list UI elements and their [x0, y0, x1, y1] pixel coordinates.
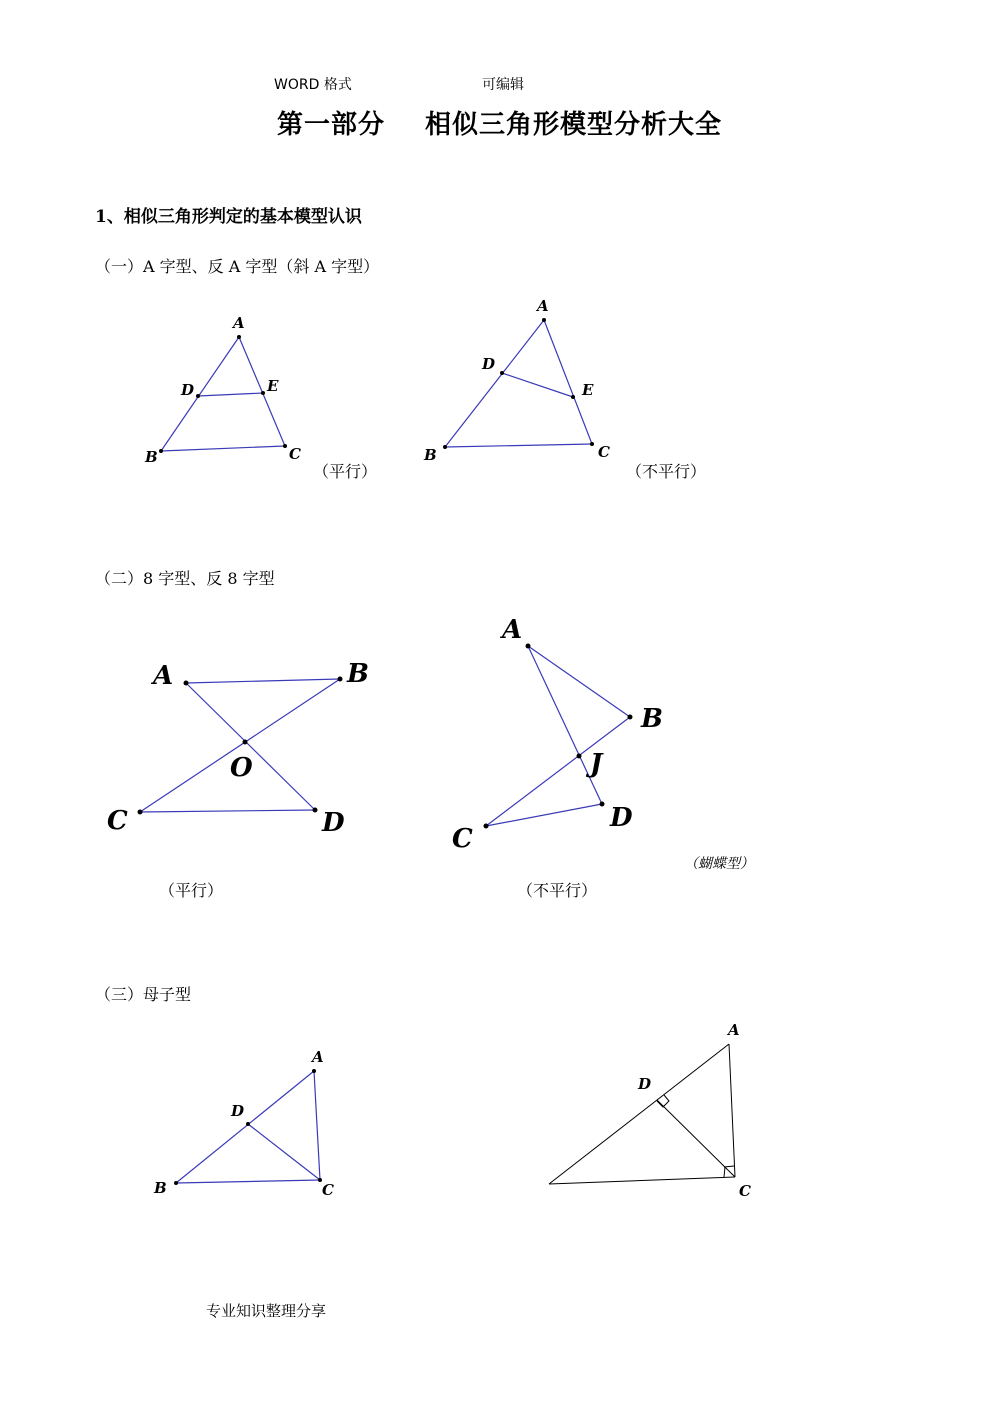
segment-ab [445, 320, 544, 447]
label-a: A [537, 297, 549, 315]
label-d: D [638, 1075, 652, 1093]
section-heading: 1、相似三角形判定的基本模型认识 [95, 207, 362, 227]
point-e [261, 391, 265, 395]
point-d [600, 802, 605, 807]
segment-bc [161, 446, 285, 451]
label-b: B [347, 659, 369, 689]
label-o: O [230, 753, 253, 783]
label-d: D [322, 808, 345, 838]
right-angle-mark-c-b [724, 1166, 734, 1167]
label-c: C [452, 824, 473, 854]
label-a: A [502, 615, 523, 645]
point-c [283, 444, 287, 448]
point-d [246, 1122, 250, 1126]
label-c: C [739, 1182, 751, 1200]
point-o [243, 740, 248, 745]
point-d [313, 808, 318, 813]
figure-8-type-nonparallel [486, 646, 630, 826]
segment-b-c [549, 1177, 735, 1184]
label-d: D [482, 355, 496, 373]
label-b: B [424, 446, 437, 464]
label-d: D [181, 381, 195, 399]
figure-8-type-parallel [140, 679, 340, 812]
label-d: D [610, 803, 633, 833]
figure-mother-child [176, 1071, 320, 1183]
point-d [196, 394, 200, 398]
segment-ab [161, 337, 239, 451]
label-a: A [153, 661, 174, 691]
point-c [484, 824, 489, 829]
point-a [542, 318, 546, 322]
segment-bc [486, 717, 630, 826]
caption-nonparallel-1: （不平行） [626, 462, 707, 481]
segment-bc [140, 679, 340, 812]
point-e [571, 395, 575, 399]
segment-de [198, 393, 263, 396]
footer-text: 专业知识整理分享 [206, 1302, 327, 1320]
point-b [628, 715, 633, 720]
point-c [138, 810, 143, 815]
label-c: C [289, 445, 301, 463]
segment-ab [176, 1071, 314, 1183]
segment-ac [314, 1071, 320, 1180]
label-e: E [582, 381, 594, 399]
segment-ad [528, 646, 602, 804]
point-j [577, 754, 582, 759]
point-b [443, 445, 447, 449]
right-angle-mark-d [657, 1095, 669, 1107]
point-a [184, 681, 189, 686]
segment-dc [657, 1100, 735, 1177]
point-a [312, 1069, 316, 1073]
subsection-label-3: （三）母子型 [95, 985, 192, 1004]
caption-nonparallel-2: （不平行） [517, 881, 598, 900]
point-a [526, 644, 531, 649]
label-a: A [312, 1048, 324, 1066]
label-b: B [154, 1179, 167, 1197]
right-angle-mark-c-a [724, 1167, 725, 1177]
label-b: B [145, 448, 158, 466]
point-b [174, 1181, 178, 1185]
caption-parallel-2: （平行） [159, 881, 224, 900]
label-b: B [641, 704, 663, 734]
segment-de [502, 373, 573, 397]
caption-butterfly: （蝴蝶型） [684, 856, 754, 872]
subsection-label-2: （二）8 字型、反 8 字型 [95, 569, 275, 588]
point-b [159, 449, 163, 453]
point-d [500, 371, 504, 375]
title-part: 第一部分 [277, 110, 386, 140]
figure-right-triangle-altitude [549, 1044, 735, 1184]
segment-bc [176, 1180, 320, 1183]
label-c: C [322, 1181, 334, 1199]
segment-bc [445, 444, 592, 447]
segment-ac [729, 1044, 735, 1177]
label-a: A [728, 1021, 740, 1039]
figure-a-type-nonparallel [445, 320, 592, 447]
point-a [237, 335, 241, 339]
caption-parallel-1: （平行） [313, 462, 378, 481]
point-c [590, 442, 594, 446]
label-d: D [231, 1102, 245, 1120]
segment-cd [486, 804, 602, 826]
label-j: J [590, 749, 603, 779]
subsection-label-1: （一）A 字型、反 A 字型（斜 A 字型） [95, 257, 380, 276]
segment-ab [528, 646, 630, 717]
segment-a-b [549, 1044, 729, 1184]
label-e: E [267, 377, 279, 395]
segment-cd [140, 810, 315, 812]
header-right: 可编辑 [482, 77, 524, 93]
segment-ad [186, 683, 315, 810]
segment-dc [248, 1124, 320, 1180]
label-c: C [598, 443, 610, 461]
segment-ab [186, 679, 340, 683]
page-title: 相似三角形模型分析大全 [425, 110, 723, 140]
label-a: A [233, 314, 245, 332]
point-b [338, 677, 343, 682]
header-left: WORD 格式 [274, 77, 352, 93]
label-c: C [107, 806, 128, 836]
